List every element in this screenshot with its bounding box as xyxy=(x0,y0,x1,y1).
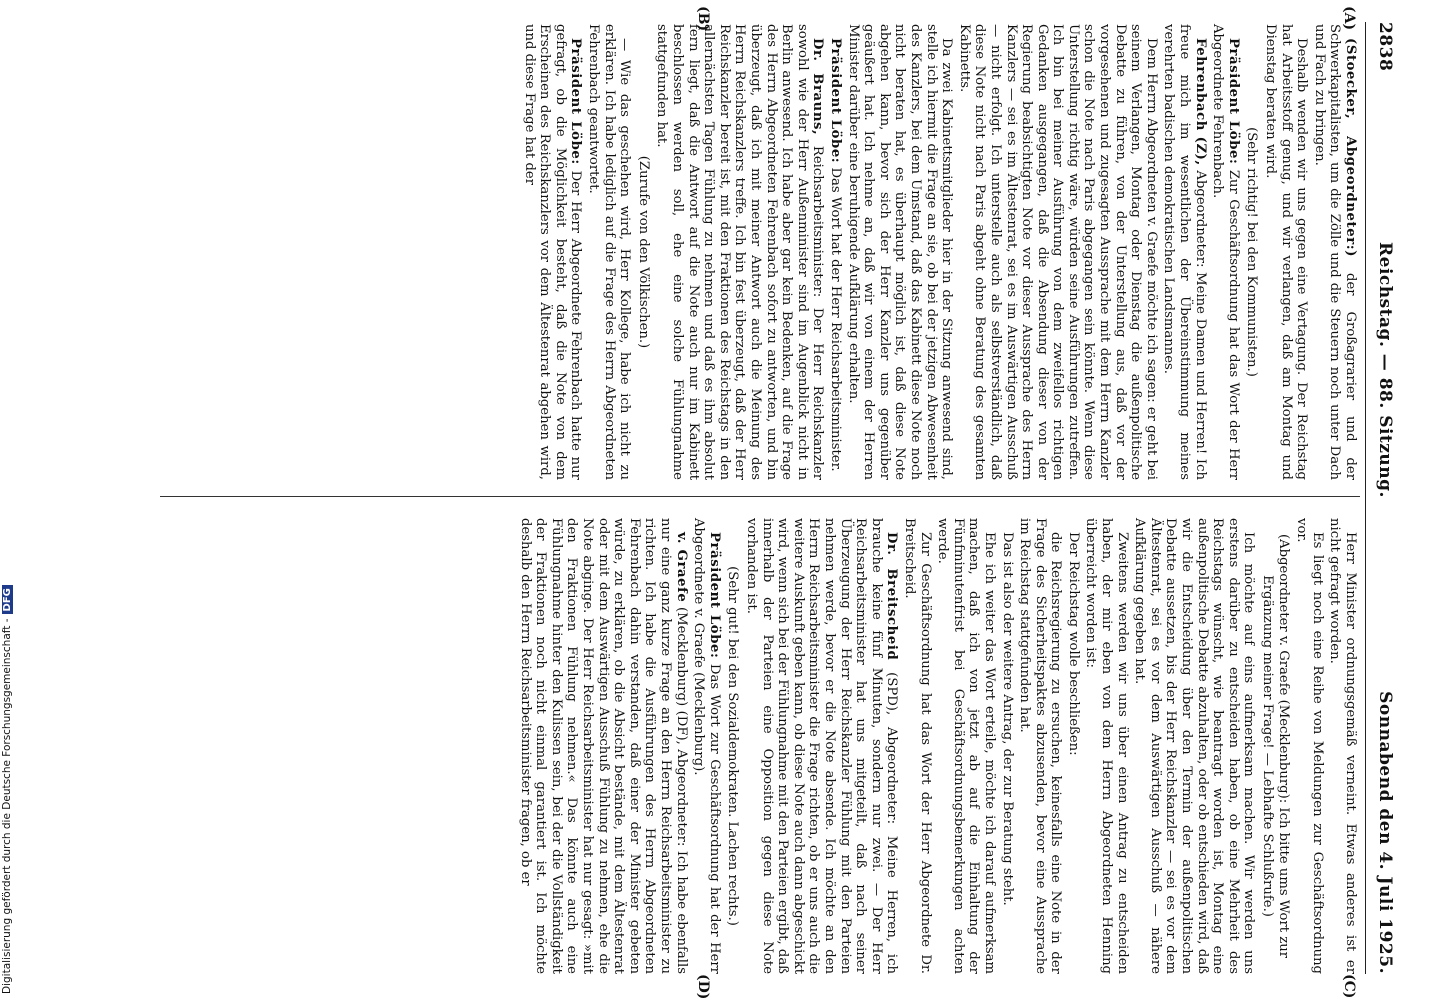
digitization-credit xyxy=(1,204,17,994)
paragraph xyxy=(935,518,997,974)
page-number: 2838 xyxy=(1375,22,1395,72)
paragraph xyxy=(1132,518,1257,974)
speaker-name: (Stoecker, Abgeordneter:) xyxy=(1343,38,1358,258)
interjection xyxy=(635,24,651,480)
speaker-name: Präsident Löbe: xyxy=(706,532,722,659)
credit-text: Digitalisierung gefördert durch die Deutsche Forschungsgemeinschaft - xyxy=(1,618,13,994)
paragraph xyxy=(521,24,583,480)
speaker-name: Präsident Löbe: xyxy=(828,38,843,164)
paragraph xyxy=(691,518,722,974)
speaker-name: Präsident Löbe: xyxy=(1225,38,1241,165)
paragraph xyxy=(845,24,954,480)
paragraph xyxy=(1065,518,1081,974)
paragraph xyxy=(1210,24,1241,480)
paragraph-text: Zur Geschäftsordnung hat das Wort der Herr Abgeordnete Dr. Breitscheid. xyxy=(901,518,933,974)
paragraph-text: Der Reichstag wolle beschließen: xyxy=(1065,532,1081,756)
page-header xyxy=(1368,22,1395,974)
interjection-text: (Sehr richtig! bei den Kommunisten.) xyxy=(1244,127,1260,377)
paragraph-text: — Wie das geschehen wird, Herr Kollege, habe ich nicht zu erklären. Ich habe lediglich auf die Frage des Herrn Abgeordneten Fehrenbach geantwortet. xyxy=(586,24,633,480)
paragraph xyxy=(956,24,1159,480)
session-date: Sonnabend den 4. Juli 1925. xyxy=(1375,691,1395,974)
paragraph-text: Das Wort hat der Herr Reichsarbeitsminister. xyxy=(828,167,843,472)
paragraph xyxy=(517,518,689,974)
paragraph xyxy=(1017,518,1064,974)
dfg-logo: DFG xyxy=(2,585,13,614)
margin-marker-d: (D) xyxy=(695,974,711,1000)
paragraph-text: Deshalb wenden wir uns gegen eine Vertagung. Der Reichstag hat Arbeitsstoff genug, und wir verlangen, daß am Montag und Dienstag beraten wird. xyxy=(1263,24,1310,480)
paragraph-text: Ich möchte auf eins aufmerksam machen. Wir werden uns erstens darüber zu entscheiden haben, ob eine Mehrheit des Reichstags wünscht, wie beantragt worden ist, Montag eine außenpolitische Debatte abzuhalten, oder ob entschieden wird, daß wir die Entscheidung über den Termin der außenpolitischen Debatte aussetzen, bis der Herr Reichskanzler — sei es vor dem Ältestenrat, sei es vor dem Auswärtigen Ausschuß — nähere Aufklärung gegeben hat. xyxy=(1132,518,1257,974)
paragraph-text: Das Wort zur Geschäftsordnung hat der Herr Abgeordnete v. Graefe (Mecklenburg). xyxy=(691,518,722,974)
paragraph-text: (SPD), Abgeordneter: Meine Herren, ich brauche keine fünf Minuten, sondern nur zwei. — Der Herr Reichsarbeitsminister hat uns mitgeteilt, daß nach seiner Überzeugung der Herr Reichskanzler Fühlung mit den Parteien nehmen werde, bevor er die Note absende. Ich möchte an den Herrn Reichsarbeitsminister die Frage richten, ob er uns auch die weitere Auskunft geben kann, ob diese Note auch dann abgeschickt wird, wenn sich bei der Fühlungnahme mit den Parteien ergibt, daß innerhalb der Parteien eine Opposition gegen diese Note vorhanden ist. xyxy=(744,518,900,974)
right-column xyxy=(515,518,1358,974)
paragraph-text: der Großagrarier und der Schwerkapitalisten, um die Zölle und die Steuern noch unter Dach und Fach zu bringen. xyxy=(1311,24,1358,481)
paragraph xyxy=(827,24,843,480)
paragraph xyxy=(743,518,899,974)
paragraph-text: Der Herr Abgeordnete Fehrenbach hatte nur gefragt, ob die Möglichkeit besteht, daß die Note von dem Erscheinen des Reichskanzlers vor dem Ältestenrat abgehen wird, und diese Frage hat der xyxy=(521,24,584,480)
paragraph xyxy=(1262,24,1309,480)
margin-marker-b: (B) xyxy=(695,6,711,32)
header-rule xyxy=(1365,22,1366,974)
paragraph xyxy=(1327,518,1358,974)
paragraph-text: Dem Herrn Abgeordneten v. Graefe möchte ich sagen: er geht bei seinem Verlangen, Montag oder Dienstag die außenpolitische Debatte zu führen, von der Unterstellung aus, daß vor der vorgesehenen und zugesagten Aussprache mit dem Herrn Kanzler schon die Note nach Paris abgegangen sein könnte. Wenn diese Unterstellung richtig wäre, würden seine Ausführungen zutreffen. Ich bin bei meiner Ausführung von dem zweifellos richtigen Gedanken ausgegangen, daß die Absendung dieser von der Regierung beabsichtigten Note vor dieser Aussprache des Herrn Kanzlers — sei es im Ältestenrat, sei es im Auswärtigen Ausschuß — nicht erfolgt. Ich unterstelle auch als selbstverständlich, daß diese Note nicht nach Paris abgeht ohne Beratung des gesamten Kabinetts. xyxy=(956,24,1159,480)
paragraph-text: Herr Minister ordnungsgemäß verneint. Etwas anderes ist er nicht gefragt worden. xyxy=(1327,518,1358,974)
paragraph xyxy=(901,518,932,974)
left-column xyxy=(519,24,1358,480)
speaker-name: Dr. Breitscheid xyxy=(884,532,900,661)
speaker-name: Präsident Löbe: xyxy=(568,38,584,165)
interjection xyxy=(1244,24,1260,480)
speaker-name: Fehrenbach (Z), xyxy=(1192,38,1208,166)
paragraph-text: (Mecklenburg) (DF), Abgeordneter: Ich habe ebenfalls nur eine ganz kurze Frage an den Herrn Reichsarbeitsminister zu richten. Ich habe die Ausführungen des Herrn Abgeordneten Fehrenbach dahin verstanden, daß einer der Minister gebeten würde, zu erklären, ob die Absicht bestände, mit dem Ältestenrat oder mit dem Auswärtigen Ausschuß Fühlung zu nehmen, ehe die Note abginge. Der Herr Reichsarbeitsminister hat nur gesagt: »mit den Fraktionen Fühlung nehmen.« Das könnte auch eine Fühlungnahme hinter den Kulissen sein, bei der die Vollständigkeit der Fraktionen noch nicht einmal garantiert ist. Ich möchte deshalb den Herrn Reichsarbeitsminister fragen, ob er xyxy=(517,518,689,974)
interjection-text: (Zurufe von den Völkischen.) xyxy=(635,155,651,349)
margin-marker-a: (A) xyxy=(1341,6,1357,31)
paragraph-text: Abgeordneter: Meine Damen und Herren! Ich freue mich im wesentlichen der Übereinstimmung meines verehrten badischen demokratischen Landsmannes. xyxy=(1161,24,1208,481)
paragraph-text: Zur Geschäftsordnung hat das Wort der Herr Abgeordnete Fehrenbach. xyxy=(1210,24,1241,481)
paragraph-text: Da zwei Kabinettsmitglieder hier in der Sitzung anwesend sind, stelle ich hiermit die Frage an sie, ob bei der jetzigen Abwesenheit des Kanzlers, bei dem Umstand, daß das Kabinett diese Note noch nicht beraten hat, es überhaupt möglich ist, daß diese Note abgehen kann, bevor sich der Herr Kanzler uns gegenüber geäußert hat. Ich nehme an, daß wir von einem der Herren Minister darüber eine beruhigende Aufklärung erhalten. xyxy=(845,24,955,480)
paragraph xyxy=(1083,518,1130,974)
paragraph-text: Das ist also der weitere Antrag, der zur Beratung steht. xyxy=(999,532,1015,906)
speaker-name: Dr. Brauns, xyxy=(810,38,826,136)
paragraph xyxy=(1294,518,1325,974)
paragraph-text: Reichsarbeitsminister: Der Herr Reichskanzler sowohl wie der Herr Außenminister sind im Augenblick nicht in Berlin anwesend. Ich habe aber gar kein Bedenken, auf die Frage des Herrn Abgeordneten Fehrenbach sofort zu antworten, und bin überzeugt, daß ich mit meiner Antwort auch die Meinung des Herrn Reichskanzlers treffe. Ich bin fest überzeugt, daß der Herr Reichskanzler bereit ist, mit den Fraktionen des Reichstags in den allernächsten Tagen Fühlung zu nehmen und daß es ihm absolut fern liegt, daß die Antwort auf die Note auch nur im Kabinett beschlossen werden soll, ehe eine solche Fühlungnahme stattgefunden hat. xyxy=(654,24,826,480)
paragraph-text: Zweitens werden wir uns über einen Antrag zu entscheiden haben, der mir eben von dem Herrn Abgeordneten Henning überreicht worden ist: xyxy=(1083,518,1130,974)
paragraph xyxy=(999,518,1015,974)
interjection-text: (Abgeordneter v. Graefe (Mecklenburg): Ich bitte ums Wort zur Ergänzung meiner Frage! — Lebhafte Schlußrufe.) xyxy=(1260,533,1291,959)
paragraph xyxy=(654,24,826,480)
paragraph xyxy=(1311,24,1358,480)
interjection-text: (Sehr gut! bei den Sozialdemokraten. Lachen rechts.) xyxy=(725,566,741,926)
page xyxy=(140,2,1400,1000)
column-divider xyxy=(160,496,1360,497)
speaker-name: v. Graefe xyxy=(673,532,689,603)
margin-marker-c: (C) xyxy=(1341,974,1357,999)
paragraph xyxy=(1161,24,1208,480)
paragraph-text: Ehe ich weiter das Wort erteile, möchte ich darauf aufmerksam machen, daß ich von jetzt ab auf die Einhaltung der Fünfminutenfrist bei Geschäftsordnungsbemerkungen achten werde. xyxy=(935,518,997,974)
interjection xyxy=(725,518,741,974)
paragraph-text: die Reichsregierung zu ersuchen, keinesfalls eine Note in der Frage des Sicherheitspaktes abzusenden, bevor eine Aussprache im Reichstag stattgefunden hat. xyxy=(1017,518,1064,974)
paragraph xyxy=(586,24,633,480)
paragraph-text: Es liegt noch eine Reihe von Meldungen zur Geschäftsordnung vor. xyxy=(1294,518,1325,974)
interjection xyxy=(1259,518,1290,974)
session-title: Reichstag. — 88. Sitzung. xyxy=(1375,242,1395,498)
